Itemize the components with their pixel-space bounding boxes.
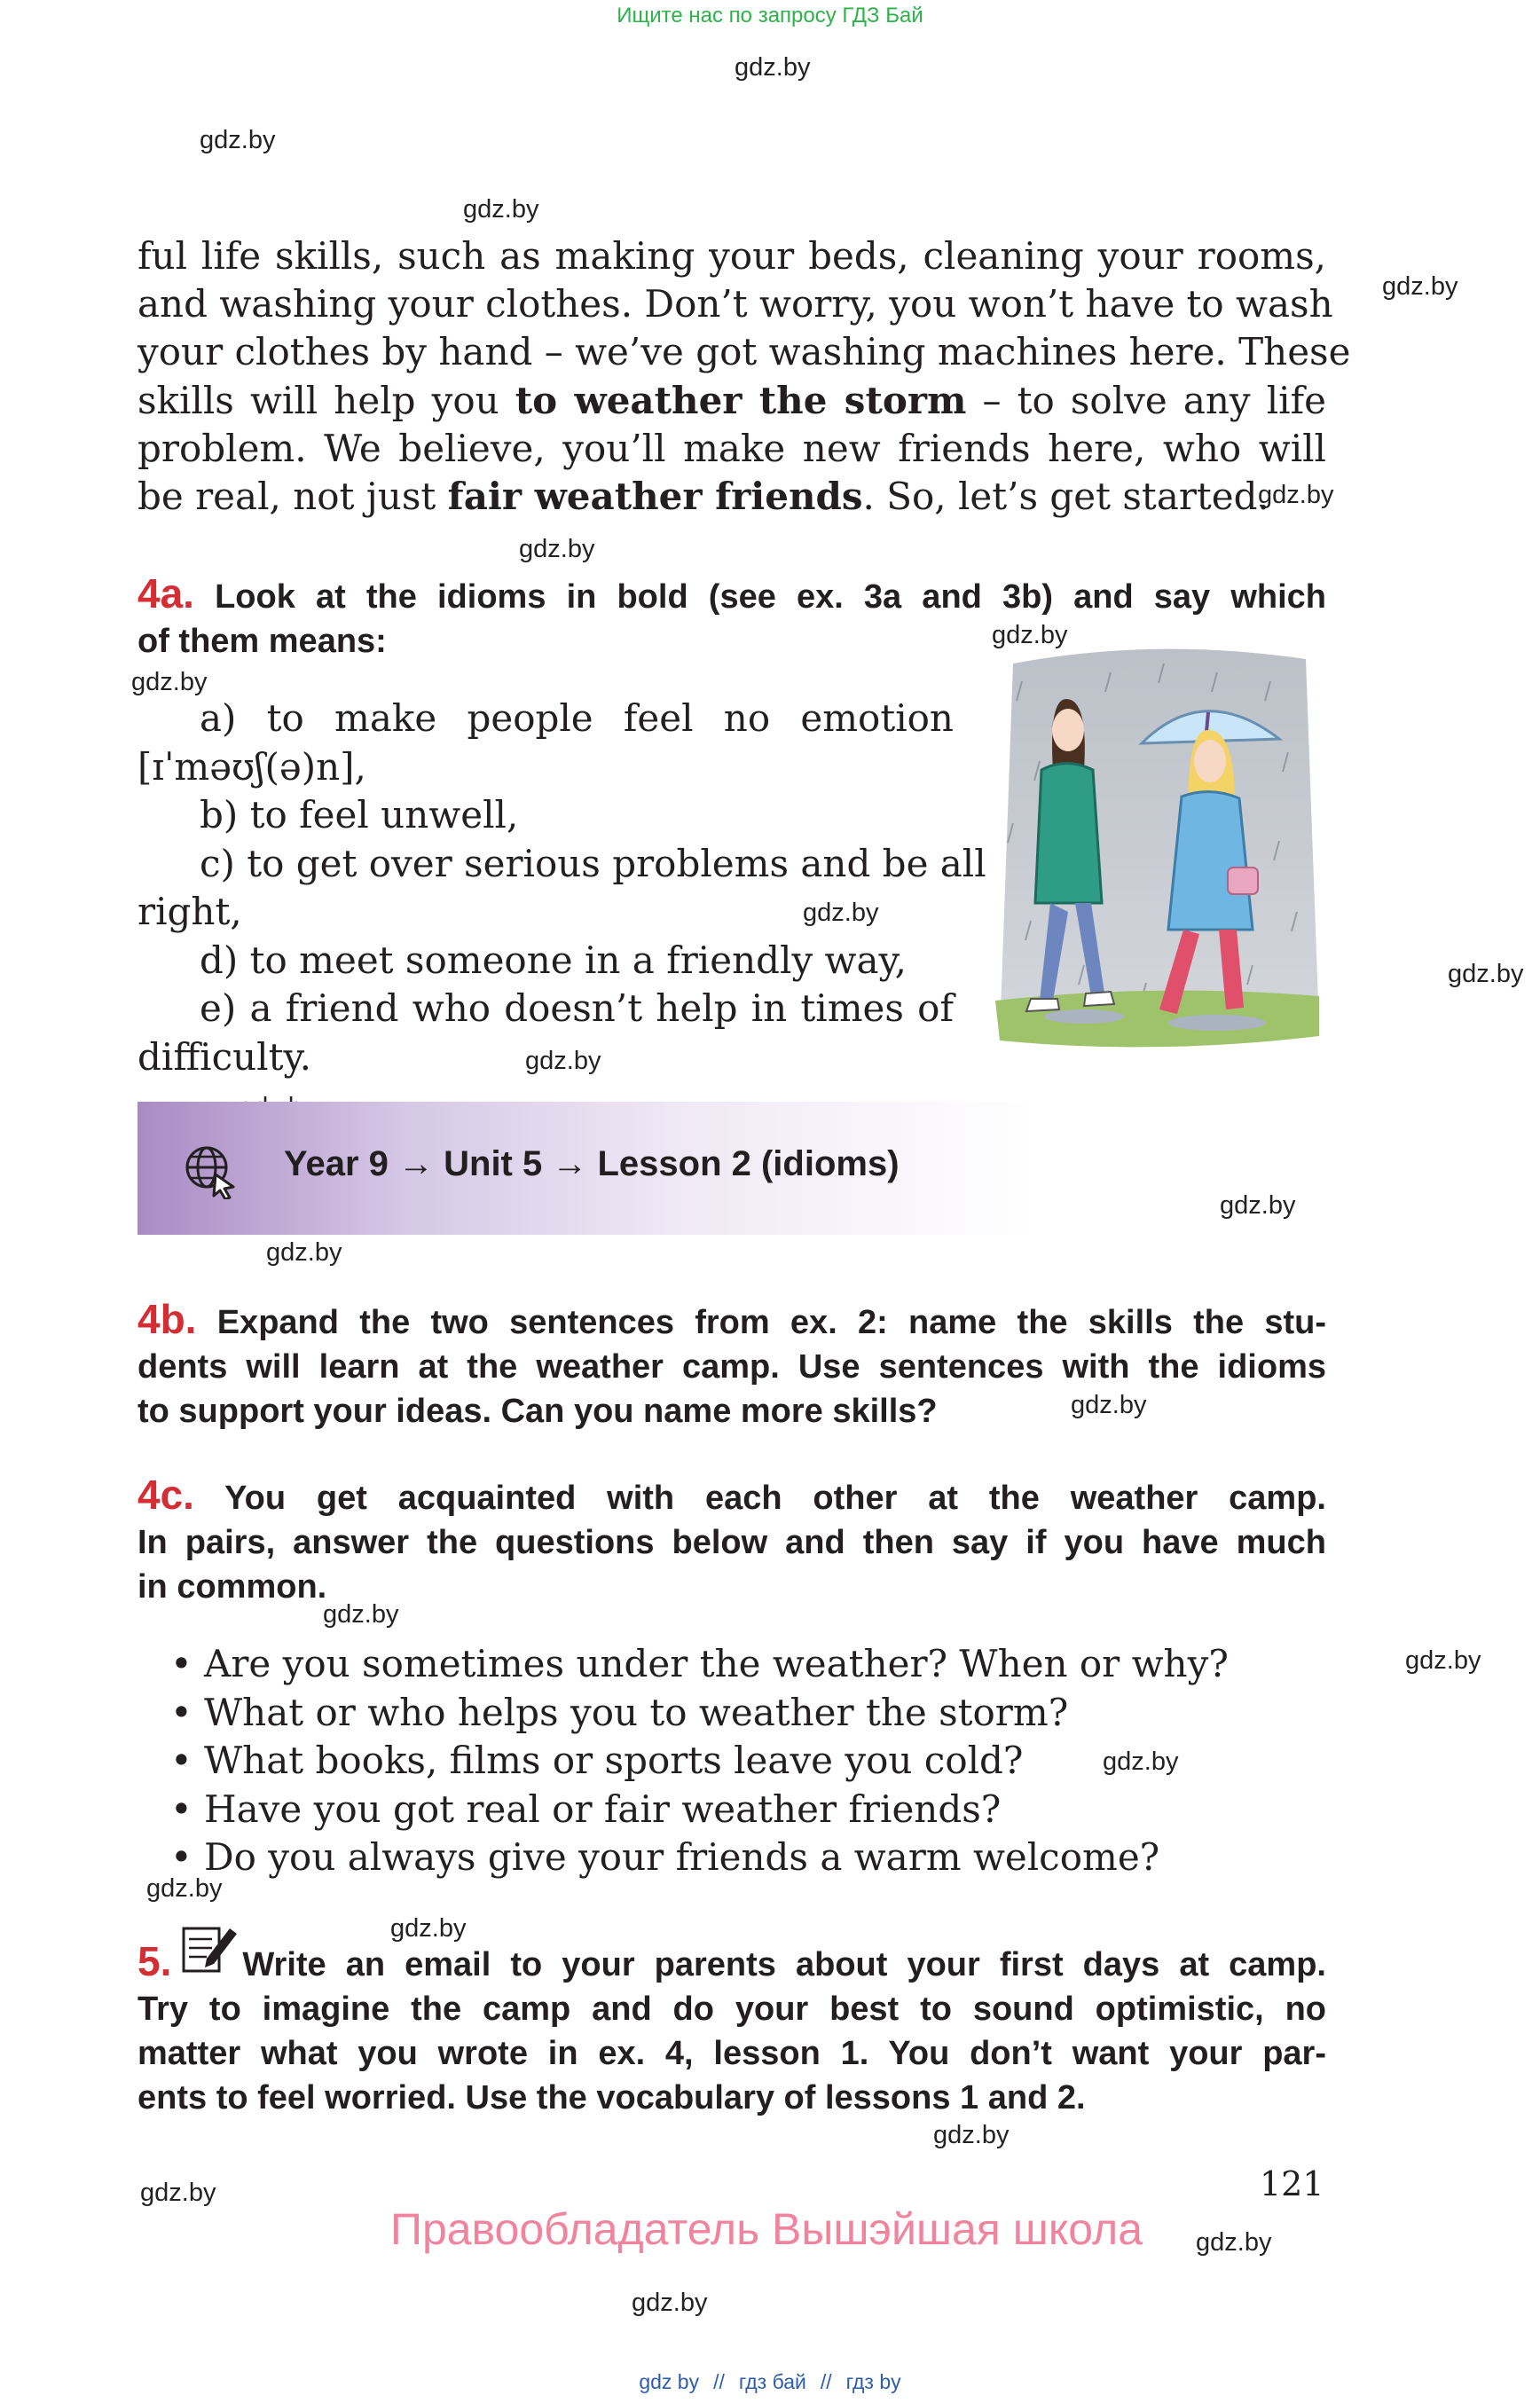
watermark: gdz.by bbox=[140, 2179, 216, 2207]
watermark: gdz.by bbox=[933, 2121, 1010, 2149]
idiom-bold: to weather the storm bbox=[515, 378, 967, 422]
text-line: ful life skills, such as making your beds, cleaning your rooms, bbox=[138, 234, 1326, 278]
text-line: your clothes by hand – we’ve got washing machines here. These bbox=[138, 330, 1351, 374]
list-item: • Have you got real or fair weather friends? bbox=[204, 1786, 1229, 1834]
top-banner[interactable]: Ищите нас по запросу ГДЗ Бай bbox=[617, 4, 923, 27]
exercise-4a-list bbox=[138, 695, 986, 1081]
page-number: 121 bbox=[1260, 2164, 1324, 2203]
watermark: gdz.by bbox=[803, 899, 879, 927]
watermark: gdz.by bbox=[992, 621, 1068, 649]
watermark: gdz.by bbox=[1071, 1391, 1147, 1419]
globe-cursor-icon[interactable] bbox=[182, 1143, 239, 1199]
list-item: • Do you always give your friends a warm welcome? bbox=[204, 1834, 1229, 1882]
bottom-link[interactable]: гдз by bbox=[845, 2370, 901, 2393]
watermark: gdz.by bbox=[463, 195, 539, 224]
exercise-number: 4a. bbox=[138, 570, 194, 616]
bottom-banner[interactable] bbox=[0, 2370, 1540, 2394]
intro-paragraph bbox=[138, 232, 1351, 521]
list-item: right, bbox=[138, 890, 242, 933]
watermark: gdz.by bbox=[1258, 481, 1334, 509]
bottom-link[interactable]: гдз бай bbox=[738, 2370, 806, 2393]
exercise-4b-instruction: 4b. Expand the two sentences from ex. 2: name the skills the stu- dents will learn at the weather camp. Use sentences with the idioms to support your ideas. Can you name more skills? bbox=[138, 1296, 1326, 1430]
list-item: c) to get over serious problems and be all bbox=[200, 841, 986, 885]
watermark: gdz.by bbox=[390, 1914, 467, 1943]
watermark: gdz.by bbox=[1382, 272, 1458, 301]
watermark: gdz.by bbox=[525, 1047, 601, 1075]
exercise-number: 4c. bbox=[138, 1472, 194, 1518]
rain-illustration bbox=[986, 646, 1324, 1056]
watermark: gdz.by bbox=[323, 1600, 399, 1629]
list-item: b) to feel unwell, bbox=[200, 793, 519, 836]
text-line: problem. We believe, you’ll make new friends here, who will bbox=[138, 426, 1326, 470]
list-item: a) to make people feel no emotion bbox=[200, 696, 954, 740]
watermark: gdz.by bbox=[131, 668, 208, 696]
watermark: gdz.by bbox=[1405, 1646, 1481, 1675]
idiom-bold: fair weather friends bbox=[447, 474, 863, 518]
separator: // bbox=[820, 2370, 832, 2393]
list-item: d) to meet someone in a friendly way, bbox=[200, 938, 908, 982]
exercise-number: 4b. bbox=[138, 1296, 197, 1342]
list-item: difficulty. bbox=[138, 1034, 311, 1079]
watermark: gdz.by bbox=[1103, 1747, 1179, 1776]
watermark: gdz.by bbox=[146, 1874, 223, 1903]
watermark: gdz.by bbox=[1448, 960, 1524, 988]
exercise-number: 5. bbox=[138, 1938, 172, 1984]
bullet-icon: • bbox=[170, 1642, 192, 1685]
list-item: • What or who helps you to weather the storm? bbox=[204, 1689, 1229, 1738]
list-item: • Are you sometimes under the weather? When or why? bbox=[204, 1640, 1229, 1689]
watermark: gdz.by bbox=[200, 126, 276, 154]
watermark: gdz.by bbox=[1220, 1191, 1296, 1220]
bullet-icon: • bbox=[170, 1835, 192, 1879]
text-line: be real, not just fair weather friends. So, let’s get started. bbox=[138, 474, 1269, 518]
text-line: skills will help you to weather the storm – to solve any life bbox=[138, 378, 1326, 422]
bullet-icon: • bbox=[170, 1739, 192, 1782]
exercise-4a-instruction: 4a. Look at the idioms in bold (see ex. 3a and 3b) and say which of them means: bbox=[138, 570, 1326, 660]
watermark: gdz.by bbox=[1196, 2228, 1272, 2257]
exercise-5-instruction: 5. Write an email to your parents about your first days at camp. Try to imagine the camp and do your best to sound optimistic, no matter what you wrote in ex. 4, lesson 1. You don’t want your par- ents to feel worried. Use the vocabulary of lessons 1 and 2. bbox=[138, 1938, 1326, 2116]
watermark: gdz.by bbox=[735, 53, 811, 82]
questions-list bbox=[170, 1640, 1229, 1882]
list-item: [ɪˈməʊʃ(ə)n], bbox=[138, 744, 366, 789]
watermark: gdz.by bbox=[266, 1238, 342, 1267]
online-link-text[interactable]: Year 9 → Unit 5 → Lesson 2 (idioms) bbox=[284, 1144, 900, 1183]
bottom-link[interactable]: gdz by bbox=[639, 2370, 700, 2393]
exercise-4c-instruction: 4c. You get acquainted with each other at the weather camp. In pairs, answer the questions below and then say if you have much in common. bbox=[138, 1472, 1326, 1606]
bullet-icon: • bbox=[170, 1787, 192, 1831]
copyright-notice: Правообладатель Вышэйшая школа bbox=[390, 2204, 1143, 2254]
list-item: e) a friend who doesn’t help in times of bbox=[200, 986, 954, 1030]
separator: // bbox=[713, 2370, 725, 2393]
bullet-icon: • bbox=[170, 1690, 192, 1734]
list-item: • What books, films or sports leave you cold? bbox=[204, 1737, 1229, 1786]
watermark: gdz.by bbox=[632, 2289, 708, 2317]
text-line: and washing your clothes. Don’t worry, you won’t have to wash bbox=[138, 282, 1333, 326]
watermark: gdz.by bbox=[519, 535, 595, 563]
